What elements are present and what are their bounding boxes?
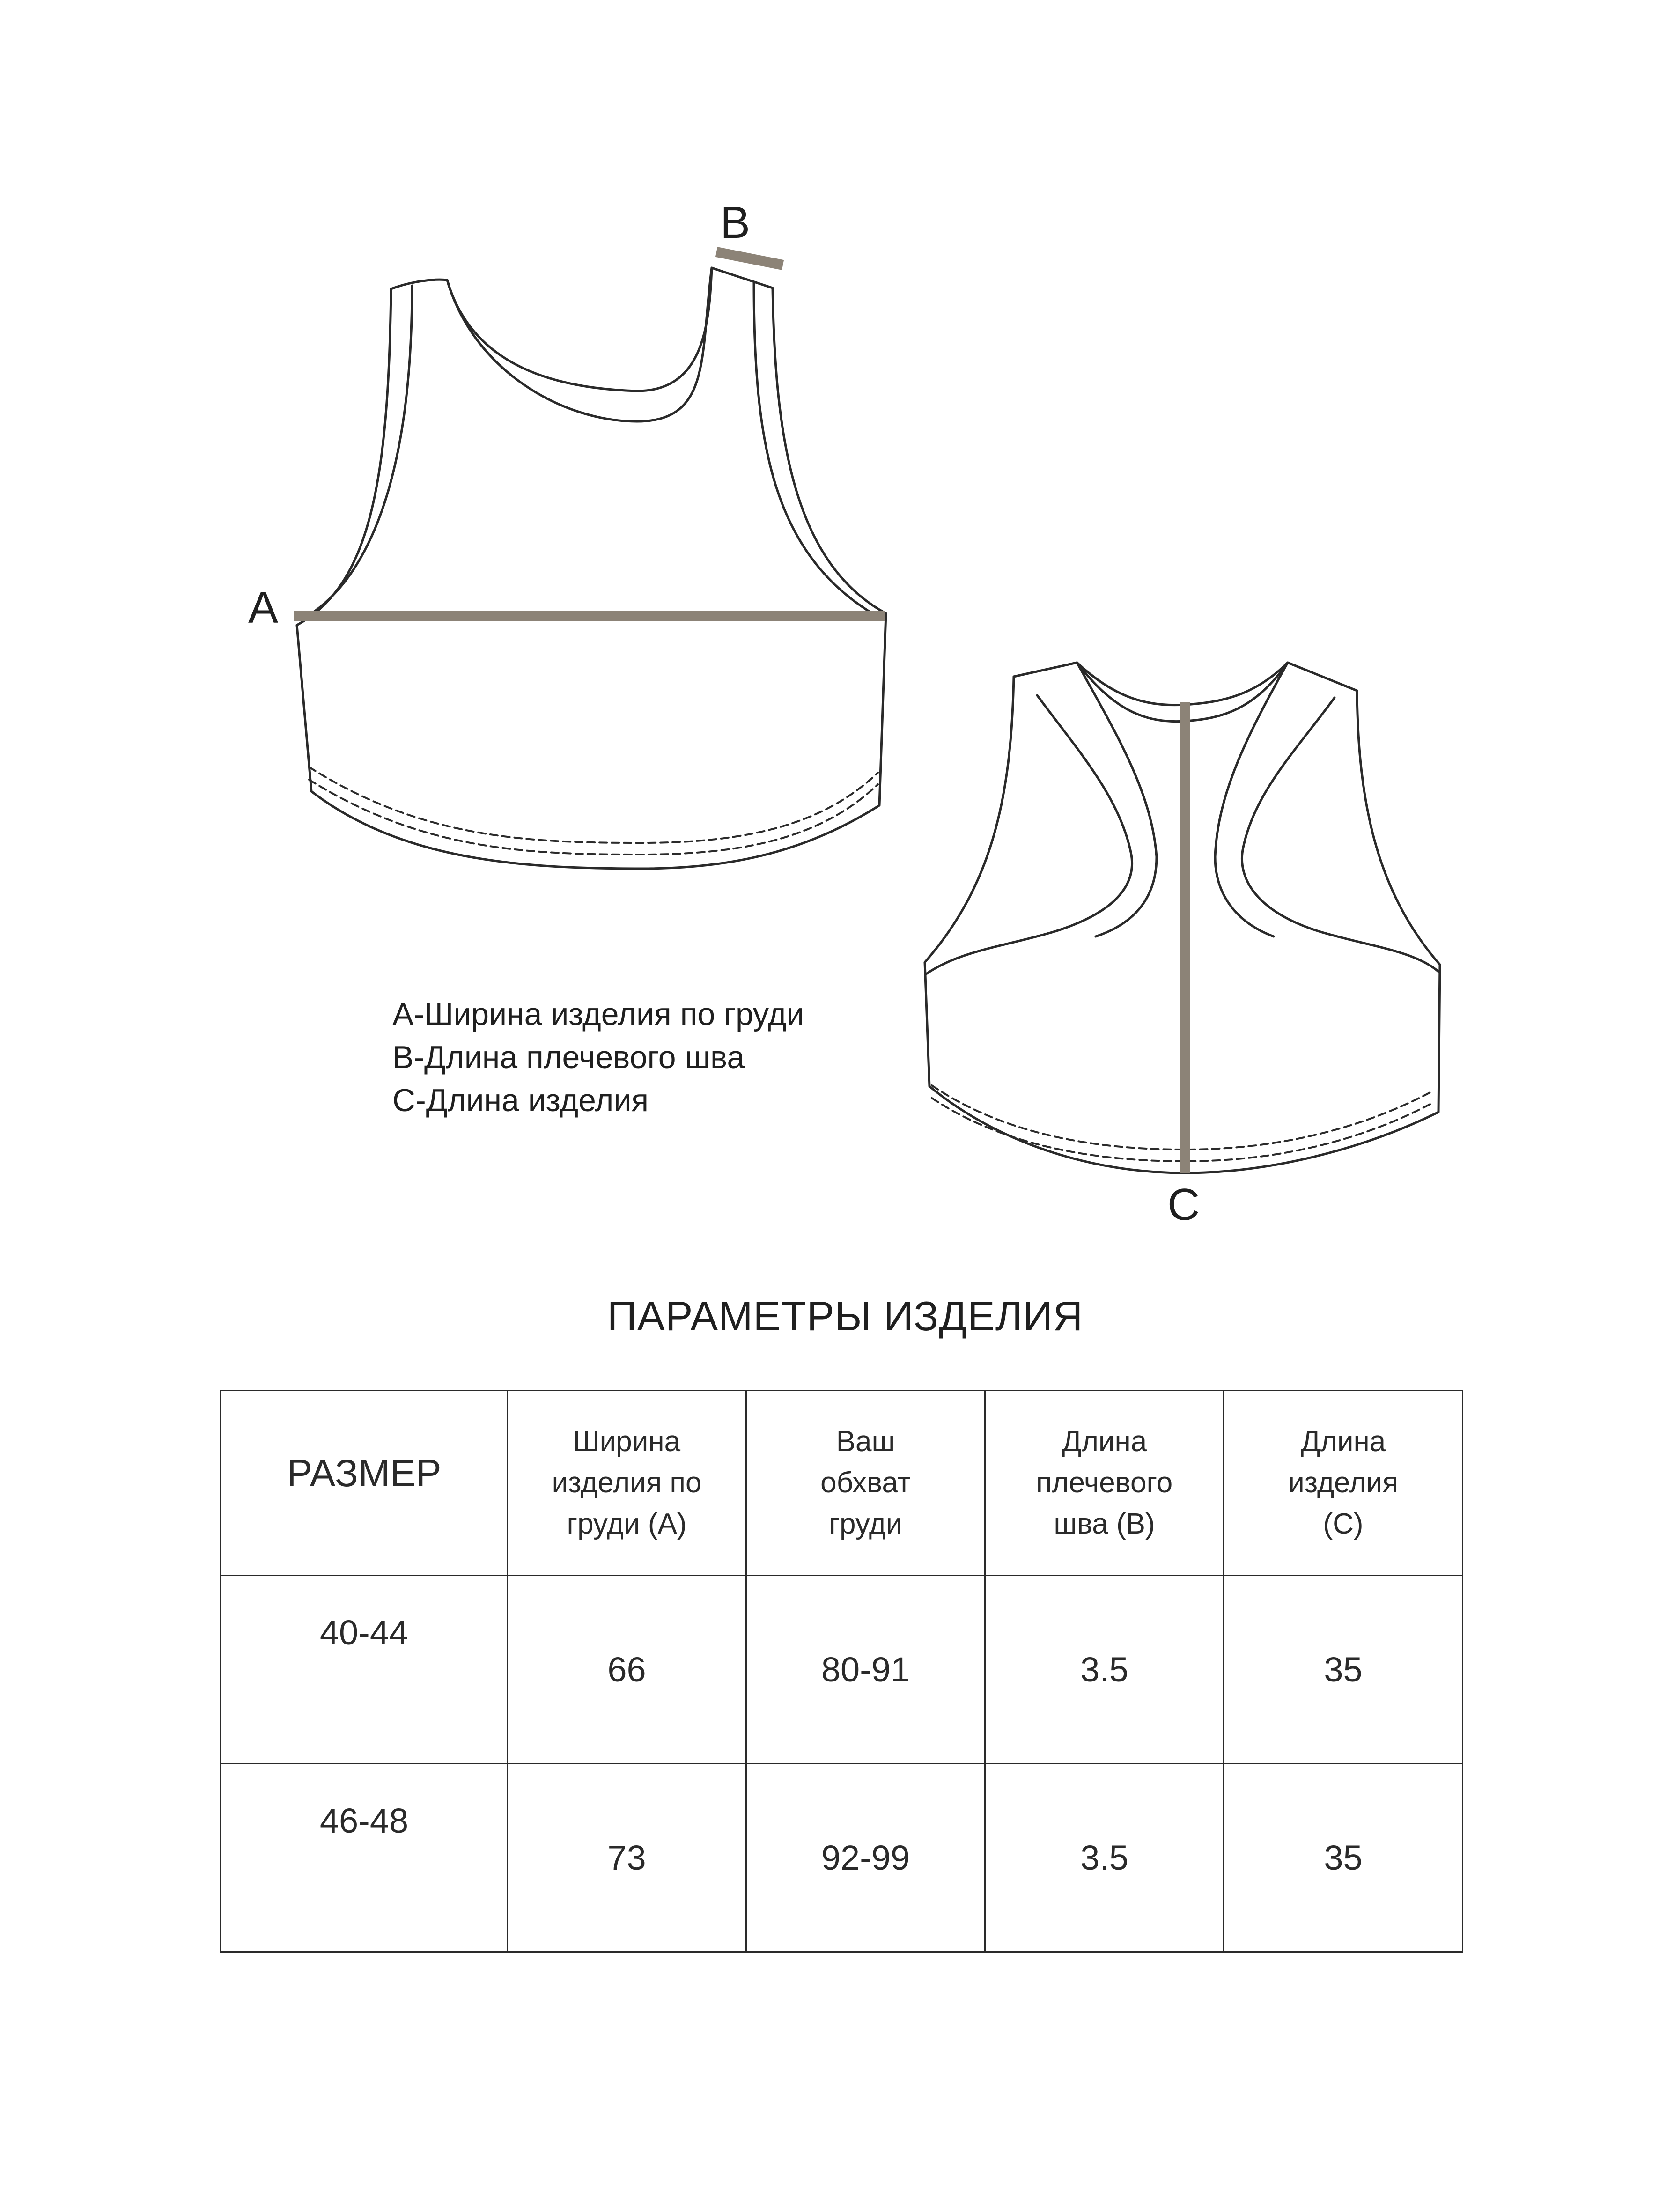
front-left-armhole-binding: [304, 286, 412, 618]
table-cell: 35: [1224, 1576, 1463, 1764]
back-view: [925, 663, 1440, 1173]
table-cell: 73: [508, 1764, 746, 1952]
table-cell: 40-44: [221, 1576, 508, 1764]
header-text: Длина изделия (С): [1288, 1425, 1398, 1540]
label-a: A: [248, 582, 279, 633]
measurement-legend: [392, 993, 804, 1122]
label-c: C: [1167, 1180, 1200, 1230]
legend-item-b: B-Длина плечевого шва: [392, 1040, 745, 1075]
table-header-chest-width: [508, 1391, 746, 1576]
header-text: Ваш обхват груди: [820, 1425, 911, 1540]
section-title: ПАРАМЕТРЫ ИЗДЕЛИЯ: [607, 1293, 1084, 1339]
front-outline: [297, 268, 886, 869]
table-cell: 35: [1224, 1764, 1463, 1952]
table-cell: 66: [508, 1576, 746, 1764]
legend-item-a: A-Ширина изделия по груди: [392, 996, 804, 1032]
back-right-strap-outer: [1215, 663, 1288, 936]
header-text: Ширина изделия по груди (А): [552, 1425, 702, 1540]
table-header-row: [221, 1391, 1463, 1576]
table-cell: 46-48: [221, 1764, 508, 1952]
front-neck-binding: [447, 268, 712, 391]
table-header-size: РАЗМЕР: [221, 1391, 508, 1576]
table-cell: 3.5: [985, 1576, 1224, 1764]
table-header-bust: [746, 1391, 985, 1576]
back-left-strap-binding: [926, 695, 1132, 974]
table-row: [221, 1576, 1463, 1764]
front-view: [294, 252, 886, 869]
table-row: [221, 1764, 1463, 1952]
table-cell: 80-91: [746, 1576, 985, 1764]
size-table: [220, 1390, 1463, 1953]
table-cell: 3.5: [985, 1764, 1224, 1952]
table-header-garment-length: [1224, 1391, 1463, 1576]
label-b: B: [720, 198, 751, 248]
back-right-strap-binding: [1242, 698, 1438, 972]
front-hem-stitch-1: [309, 767, 878, 843]
table-cell: 92-99: [746, 1764, 985, 1952]
header-text: Длина плечевого шва (В): [1036, 1425, 1173, 1540]
legend-item-c: C-Длина изделия: [392, 1083, 649, 1118]
measure-line-b: [716, 252, 783, 265]
table-header-shoulder-length: [985, 1391, 1224, 1576]
